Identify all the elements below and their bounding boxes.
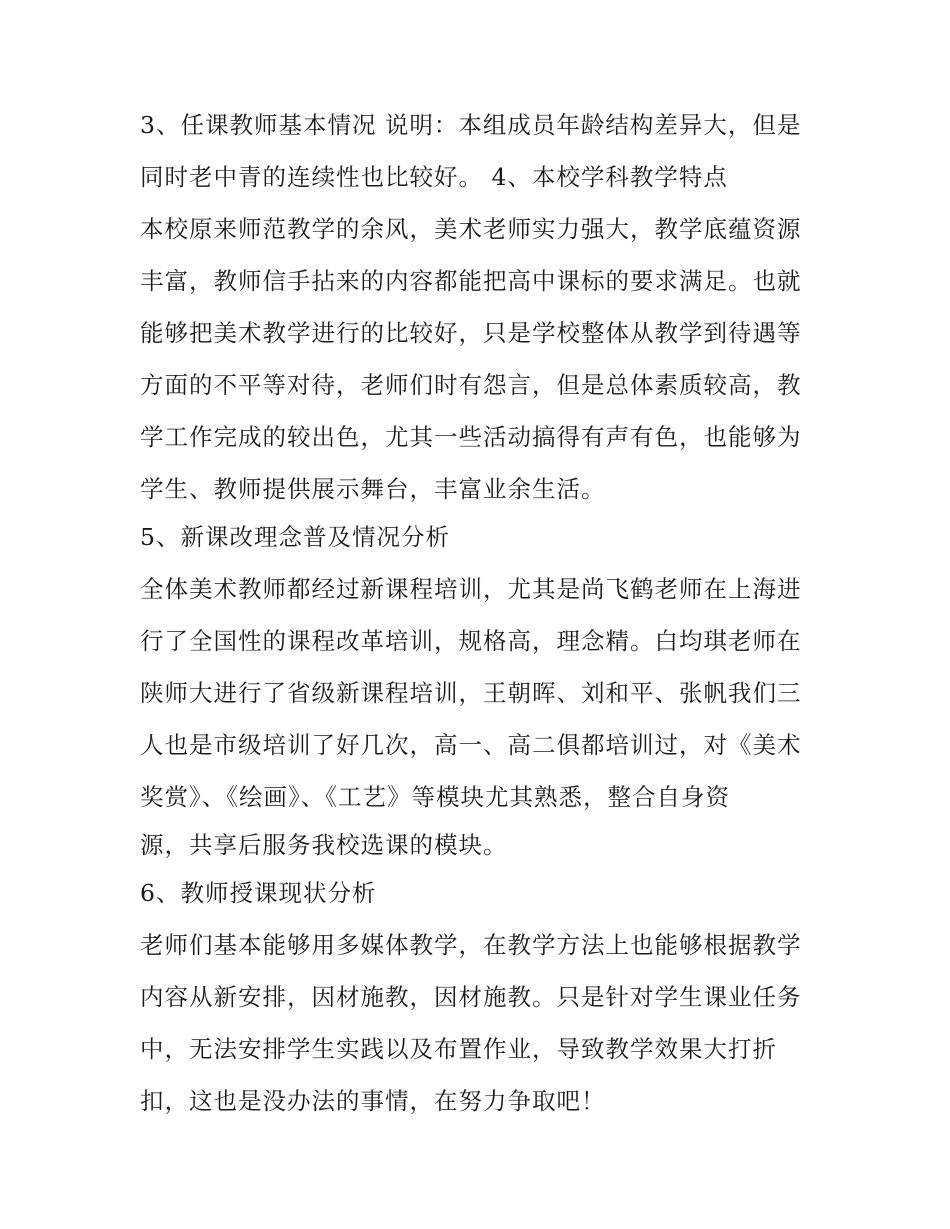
paragraph-line: 行了全国性的课程改革培训，规格高，理念精。白均琪老师在 — [140, 627, 802, 655]
section-3-heading-line: 3、任课教师基本情况 说明：本组成员年龄结构差异大，但是 — [140, 111, 802, 139]
section-5-heading: 5、新课改理念普及情况分析 — [140, 523, 450, 551]
paragraph-line: 学工作完成的较出色，尤其一些活动搞得有声有色，也能够为 — [140, 423, 802, 451]
paragraph-line: 能够把美术教学进行的比较好，只是学校整体从教学到待遇等 — [140, 319, 802, 347]
paragraph-line: 扣，这也是没办法的事情，在努力争取吧！ — [140, 1087, 606, 1115]
paragraph-line: 内容从新安排，因材施教，因材施教。只是针对学生课业任务 — [140, 983, 802, 1011]
section-6-heading: 6、教师授课现状分析 — [140, 879, 377, 907]
paragraph-line: 中，无法安排学生实践以及布置作业，导致教学效果大打折 — [140, 1035, 777, 1063]
paragraph-line: 源，共享后服务我校选课的模块。 — [140, 831, 508, 859]
paragraph-line: 人也是市级培训了好几次，高一、高二俱都培训过，对《美术 — [140, 731, 802, 759]
paragraph-line: 陕师大进行了省级新课程培训，王朝晖、刘和平、张帆我们三 — [140, 679, 802, 707]
paragraph-line: 丰富，教师信手拈来的内容都能把高中课标的要求满足。也就 — [140, 267, 802, 295]
paragraph-line: 全体美术教师都经过新课程培训，尤其是尚飞鹤老师在上海进 — [140, 575, 802, 603]
paragraph-line: 本校原来师范教学的余风，美术老师实力强大，教学底蕴资源 — [140, 215, 802, 243]
paragraph-line: 同时老中青的连续性也比较好。 4、本校学科教学特点 — [140, 163, 728, 191]
paragraph-line: 奖赏》、《绘画》、《工艺》等模块尤其熟悉，整合自身资 — [140, 783, 730, 811]
paragraph-line: 学生、教师提供展示舞台，丰富业余生活。 — [140, 475, 606, 503]
paragraph-line: 老师们基本能够用多媒体教学，在教学方法上也能够根据教学 — [140, 931, 802, 959]
paragraph-line: 方面的不平等对待，老师们时有怨言，但是总体素质较高，教 — [140, 371, 802, 399]
